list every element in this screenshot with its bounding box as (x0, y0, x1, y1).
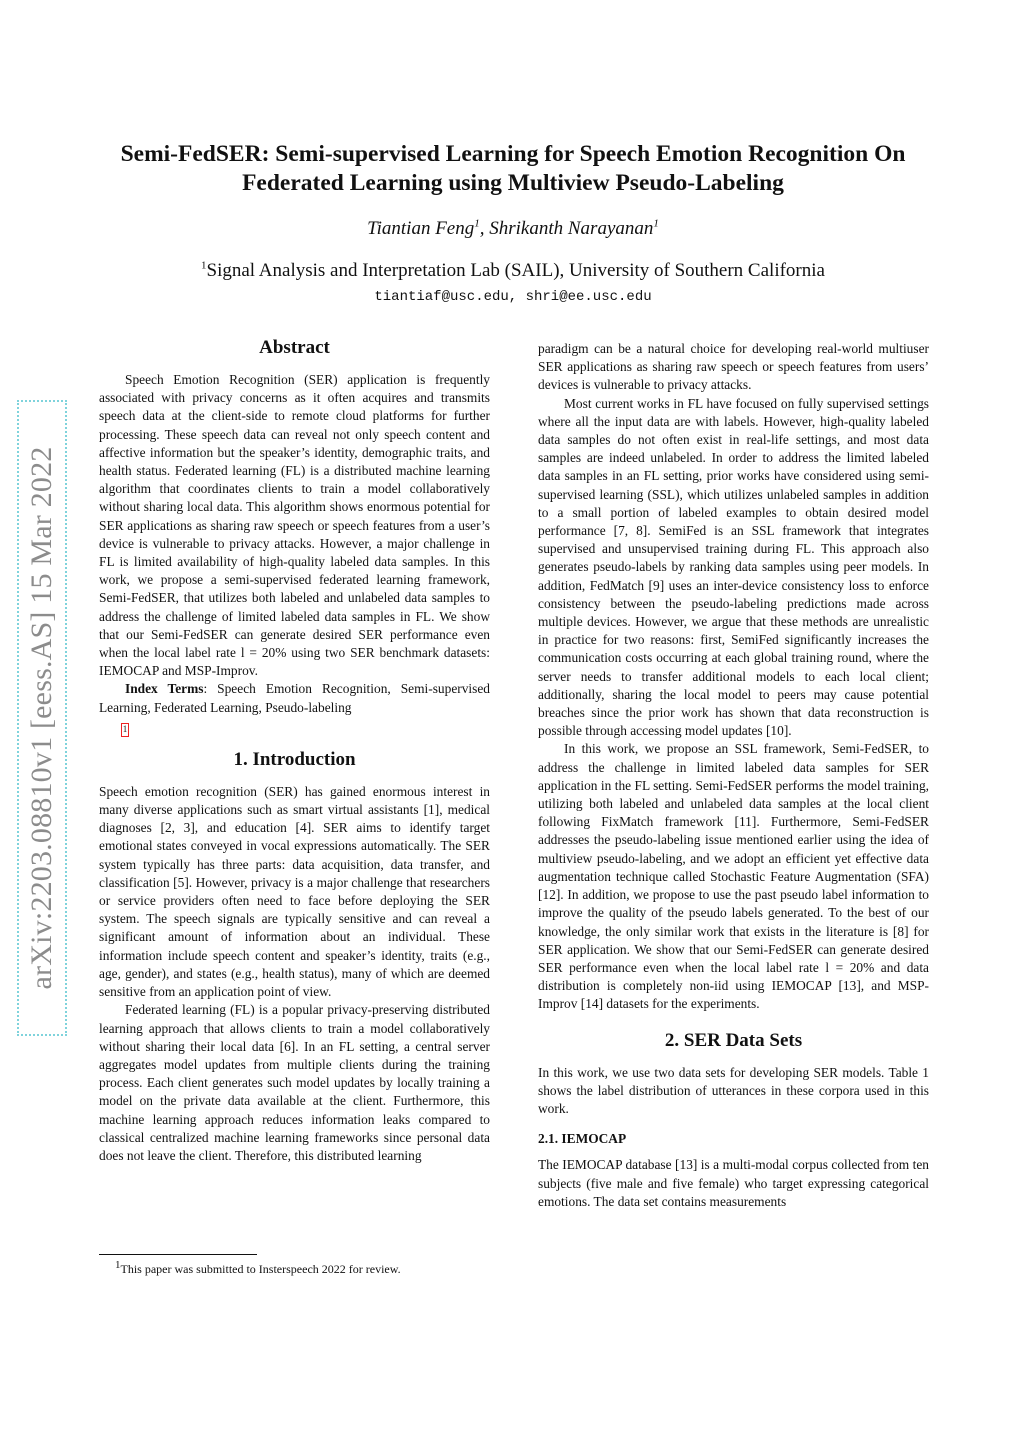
footnote-rule (99, 1254, 257, 1255)
arxiv-stamp (17, 400, 67, 1036)
index-terms-label: Index Terms (125, 681, 204, 697)
affiliation-sup: 1 (201, 259, 207, 272)
datasets-paragraph: In this work, we use two data sets for developing SER models. Table 1 shows the label distribution of utterances in these corpora used in this work. (538, 1064, 929, 1116)
left-column (99, 337, 490, 1165)
title-line-1: Semi-FedSER: Semi-supervised Learning for Speech Emotion Recognition On (120, 141, 906, 167)
intro-paragraph-2: Federated learning (FL) is a popular privacy-preserving distributed learning approach that allows clients to train a model collaboratively without sharing their local data [6]. In an FL setting, a central server aggregates model updates from multiple clients during the training process. Each client generates such model updates by locally training a model on the private data available at the client. Furthermore, this machine learning approach reduces information leaks compared to classical centralized machine learning frameworks since personal data does not leave the client. Therefore, this distributed learning (99, 1002, 490, 1163)
author-separator: , (479, 218, 490, 239)
title-line-2: Federated Learning using Multiview Pseudo-Labeling (242, 170, 784, 196)
author-emails: tiantiaf@usc.edu, shri@ee.usc.edu (374, 289, 652, 305)
intro-paragraph-5: In this work, we propose an SSL framework, Semi-FedSER, to address the challenge in limited labeled data samples for SER application in the FL setting. Semi-FedSER performs the model training, utilizing both labeled and unlabeled data samples at the local client following FixMatch framework [11]. Furthermore, Semi-FedSER addresses the pseudo-labeling issue mentioned earlier using the idea of multiview pseudo-labeling, and we adopt an efficient yet effective data augmentation technique called Stochastic Feature Augmentation (SFA) [12]. In addition, we propose to use the past pseudo label information to improve the quality of the pseudo labels generated. To the best of our knowledge, the only similar work that exists in the literature is [8] for SER application. We show that our Semi-FedSER can generate desired SER performance even when the local label rate l = 20% and data distribution is completely non-iid using IEMOCAP [13], and MSP-Improv [14] datasets for the experiments. (538, 741, 929, 1012)
author-1-sup: 1 (474, 217, 480, 230)
index-terms-text: : Speech Emotion Recognition, Semi-supervised Learning, Federated Learning, Pseudo-labeling (99, 681, 490, 715)
footnote-text: This paper was submitted to Insterspeech 2022 for review. (120, 1262, 401, 1276)
footnote-link[interactable]: 1 (121, 723, 129, 737)
affiliation-text: Signal Analysis and Interpretation Lab (SAIL), University of Southern California (206, 260, 825, 281)
index-terms (99, 680, 490, 716)
right-column (538, 340, 929, 1211)
footnote (115, 1261, 401, 1277)
footnote-marker[interactable] (121, 719, 490, 733)
author-1: Tiantian Feng (367, 218, 475, 239)
introduction-heading: 1. Introduction (233, 748, 356, 770)
paper-title (90, 140, 936, 198)
affiliation (90, 260, 936, 282)
intro-paragraph-4: Most current works in FL have focused on fully supervised settings where all the input data are with labels. However, high-quality labeled data samples do not often exist in real-life settings, and most data samples are indeed unlabeled. In order to address the limited labeled data samples in an FL setting, prior works have considered using semi-supervised learning (SSL), which utilizes unlabeled samples in addition to a small portion of labeled examples to obtain desired model performance [7, 8]. SemiFed is an SSL framework that integrates supervised and unsupervised training during FL. This approach also generates pseudo-labels by ranking data samples using peer models. In addition, FedMatch [9] uses an inter-device consistency loss to enforce consistency between the pseudo-labeling predictions made across multiple devices. However, we argue that these methods are unrealistic in practice for two reasons: first, SemiFed significantly increases the communication costs occurring at each global training round, where the server needs to transfer additional models to each local client; additionally, sharing the local model to peers may cause potential breaches since the prior work has shown that data reconstruction is possible through accessing model updates [10]. (538, 395, 929, 739)
author-2: Shrikanth Narayanan (489, 218, 654, 239)
intro-paragraph-1: Speech emotion recognition (SER) has gained enormous interest in many diverse applications such as smart virtual assistants [1], medical diagnoses [2, 3], and education [4]. SER aims to identify target emotional states conveyed in vocal expressions automatically. The SER system typically has three parts: data acquisition, data transfer, and classification [5]. However, privacy is a major challenge that researchers or service providers often need to face before deploying the SER system. The speech signals are typically sensitive and can reveal a significant amount of information about an individual. These information include speech content and speaker’s identity, traits (e.g., age, gender), and states (e.g., health status), many of which are deemed sensitive from an application point of view. (99, 783, 490, 1000)
abstract-heading: Abstract (259, 337, 330, 358)
arxiv-stamp-text: arXiv:2203.08810v1 [eess.AS] 15 Mar 2022 (25, 446, 58, 990)
abstract-text: Speech Emotion Recognition (SER) application is frequently associated with privacy concerns as it often acquires and transmits speech data at the client-side to remote cloud platforms for further processing. These speech data can reveal not only speech content and affective information but the speaker’s identity, demographic traits, and health status. Federated learning (FL) is a distributed machine learning algorithm that coordinates clients to train a model collaboratively without sharing local data. This algorithm shows enormous potential for SER applications as sharing raw speech or speech features from a user’s device is vulnerable to privacy attacks. However, a major challenge in FL is limited availability of high-quality labeled data samples. In this work, we propose a semi-supervised federated learning framework, Semi-FedSER, that utilizes both labeled and unlabeled data samples to address the challenge of limited labeled data samples in FL. We show that our Semi-FedSER can generate desired SER performance even when the local label rate l = 20% using two SER benchmark datasets: IEMOCAP and MSP-Improv. (99, 372, 490, 679)
intro-paragraph-3: paradigm can be a natural choice for developing real-world multiuser SER applications as sharing raw speech or speech features from users’ devices is vulnerable to privacy attacks. (538, 341, 929, 393)
author-2-sup: 1 (653, 217, 659, 230)
ser-datasets-heading: 2. SER Data Sets (664, 1029, 803, 1051)
authors (90, 218, 936, 240)
iemocap-paragraph: The IEMOCAP database [13] is a multi-modal corpus collected from ten subjects (five male and five female) who target expressing categorical emotions. The data set contains measurements (538, 1157, 929, 1209)
footnote-sup: 1 (115, 1259, 121, 1271)
iemocap-heading: 2.1. IEMOCAP (538, 1131, 627, 1147)
